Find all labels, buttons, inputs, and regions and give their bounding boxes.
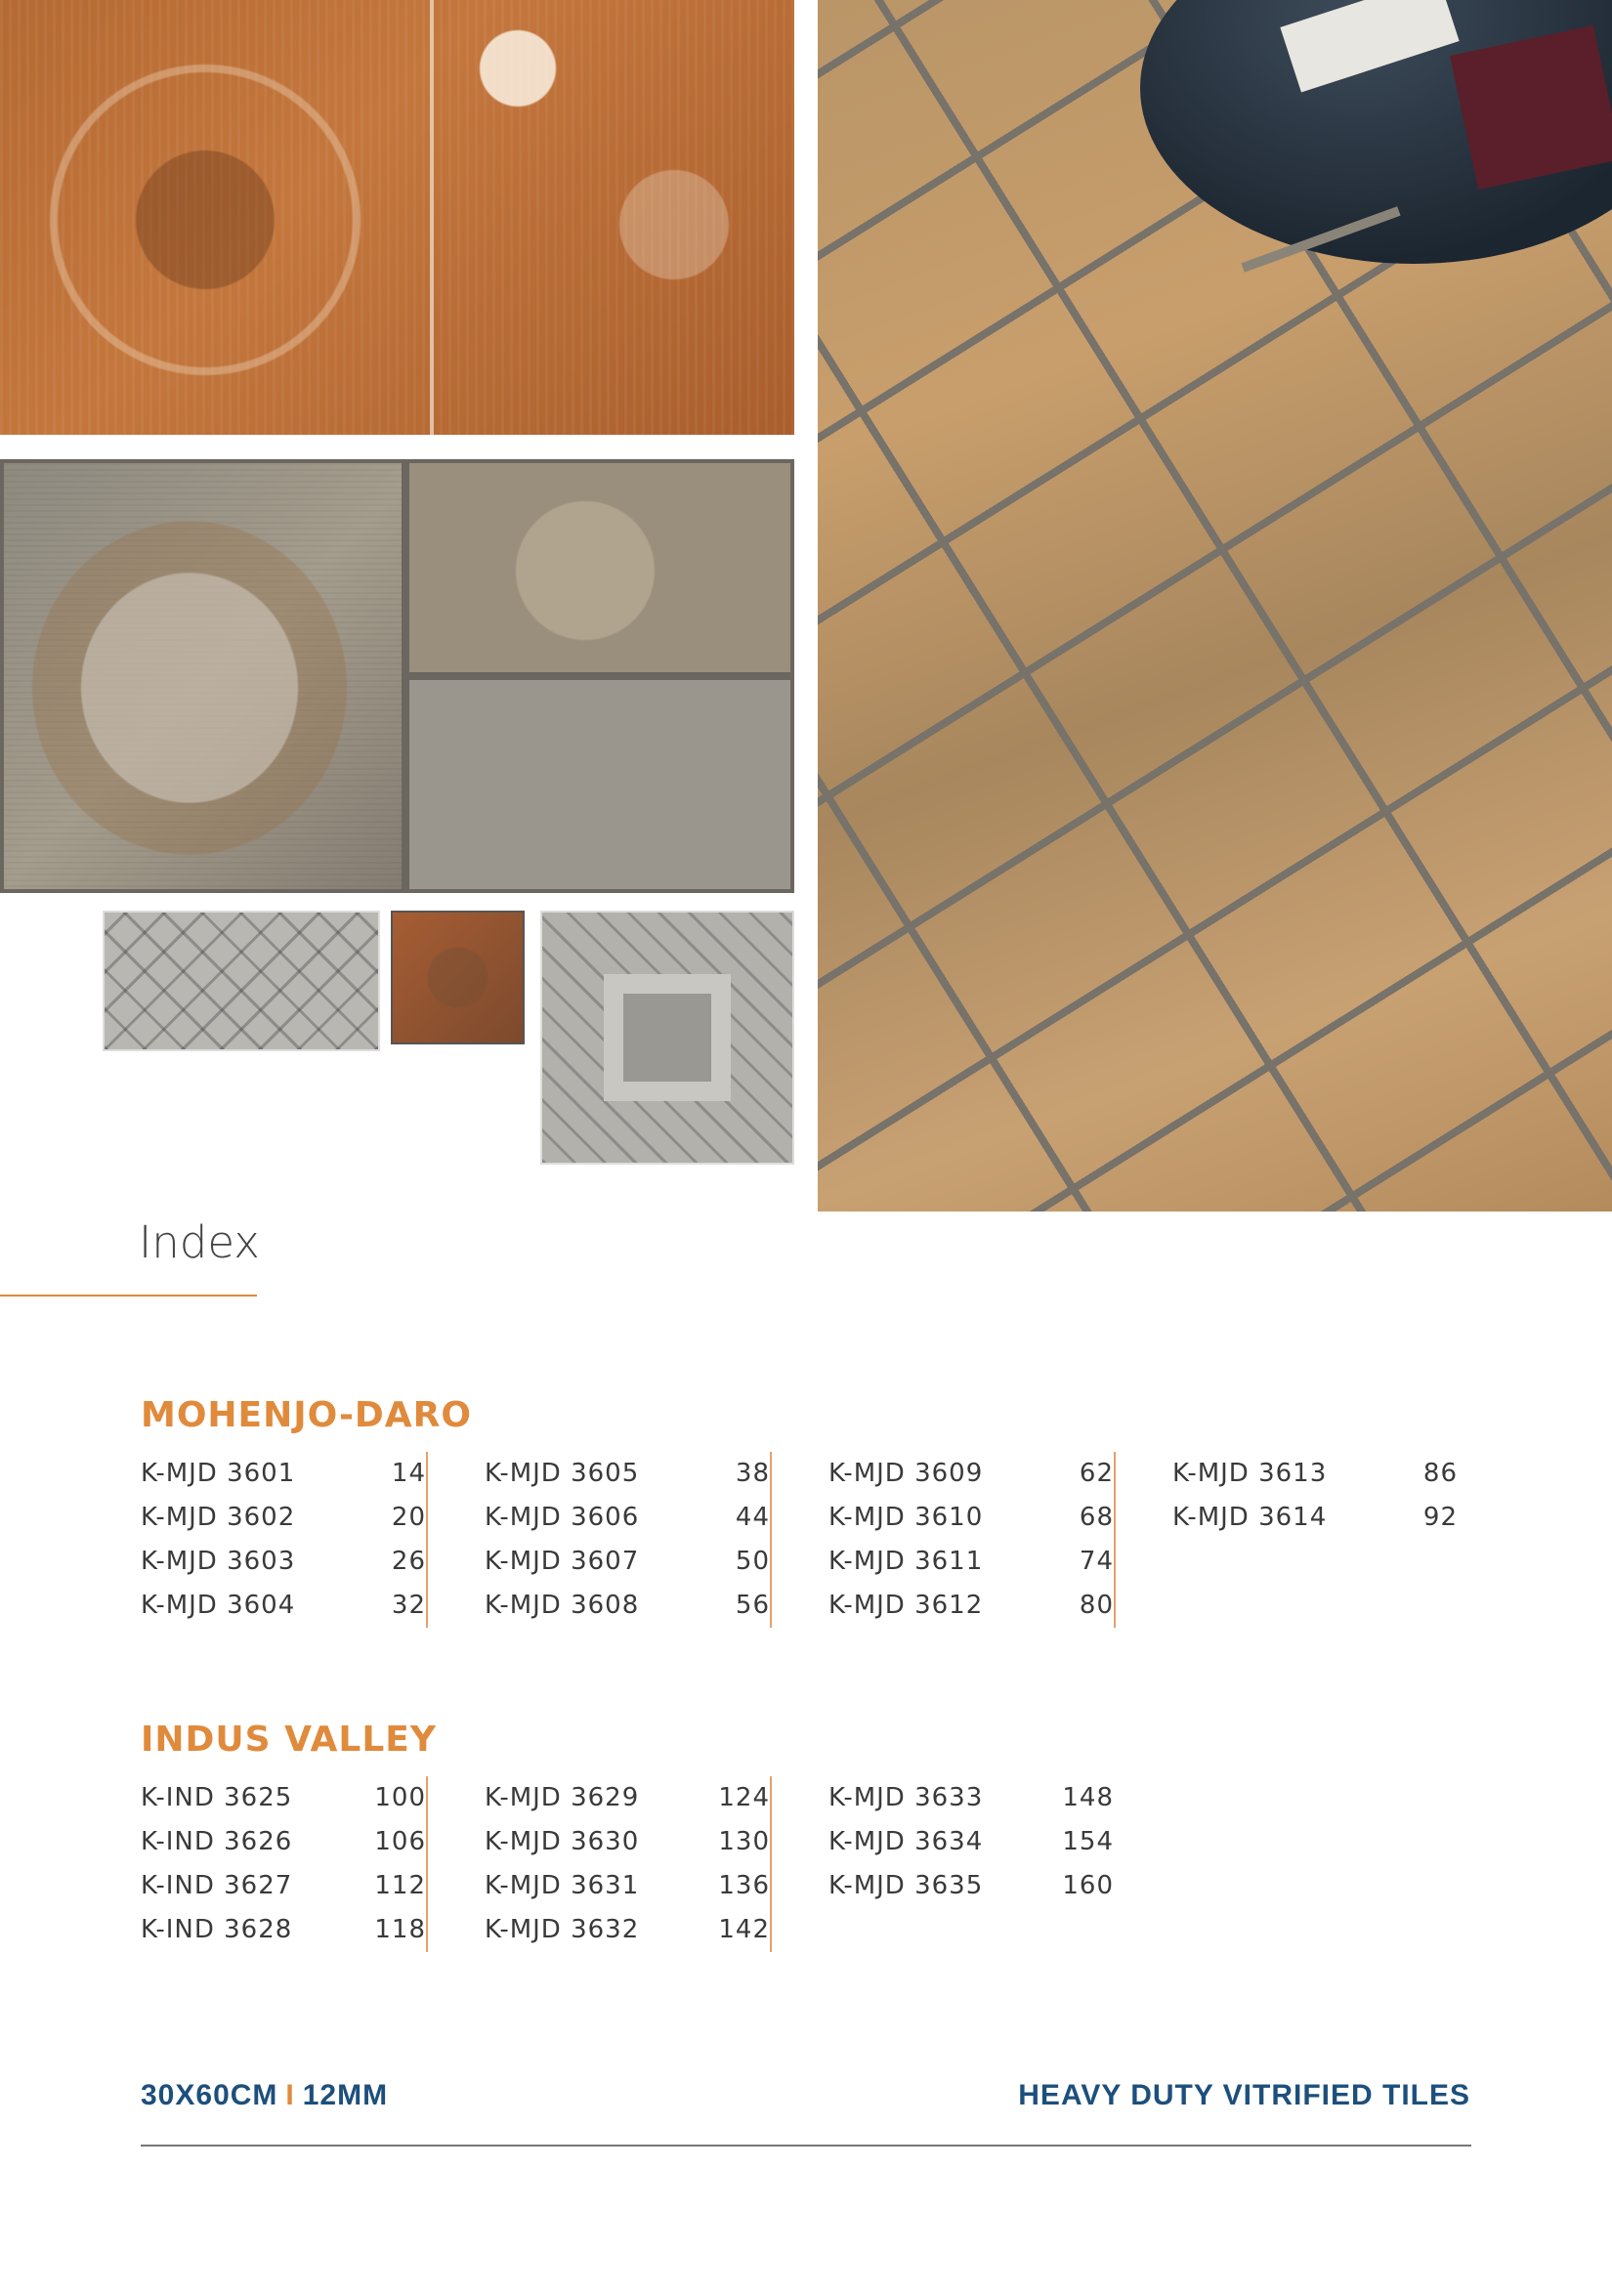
page-number: 160 — [1062, 1871, 1114, 1900]
room-floor-photo — [818, 0, 1612, 1212]
tile-code: K-MJD 3629 — [485, 1783, 640, 1812]
page-number: 124 — [718, 1783, 770, 1812]
tile-code: K-MJD 3632 — [485, 1915, 640, 1944]
index-entry — [141, 1452, 426, 1496]
grey-tile-photo — [0, 459, 794, 893]
page-number: 14 — [391, 1459, 426, 1488]
index-entry — [141, 1776, 426, 1820]
patterned-tile — [0, 459, 405, 893]
page-number: 68 — [1079, 1503, 1114, 1532]
index-entry — [828, 1864, 1114, 1908]
index-entry — [141, 1496, 426, 1540]
page-number: 148 — [1062, 1783, 1114, 1812]
tile-code: K-MJD 3609 — [828, 1459, 984, 1488]
page-number: 100 — [374, 1783, 426, 1812]
page-number: 44 — [735, 1503, 770, 1532]
index-entry — [485, 1820, 770, 1864]
page-number: 136 — [718, 1871, 770, 1900]
tile-code: K-IND 3628 — [141, 1915, 293, 1944]
magazine — [1450, 25, 1612, 190]
page-number: 92 — [1422, 1503, 1458, 1532]
index-entry — [141, 1540, 426, 1584]
tile-code: K-IND 3626 — [141, 1827, 293, 1856]
tile-code: K-MJD 3610 — [828, 1503, 984, 1532]
index-entry — [828, 1584, 1114, 1628]
tile-code: K-MJD 3634 — [828, 1827, 984, 1856]
section-title: INDUS VALLEY — [141, 1720, 437, 1760]
index-entry — [1172, 1452, 1458, 1496]
index-entry — [485, 1776, 770, 1820]
tile-code: K-MJD 3601 — [141, 1459, 296, 1488]
index-title: Index — [139, 1216, 260, 1268]
patterned-tile — [405, 459, 794, 676]
tile-code: K-MJD 3612 — [828, 1591, 984, 1620]
page-number: 56 — [735, 1591, 770, 1620]
index-entry — [485, 1908, 770, 1952]
footer-separator: I — [285, 2079, 295, 2111]
tile-code: K-MJD 3614 — [1172, 1503, 1328, 1532]
index-column — [141, 1776, 428, 1952]
index-entry — [141, 1864, 426, 1908]
tile-code: K-MJD 3633 — [828, 1783, 984, 1812]
footer-specs — [141, 2079, 388, 2112]
page-number: 32 — [391, 1591, 426, 1620]
page-number: 106 — [374, 1827, 426, 1856]
index-entry — [141, 1820, 426, 1864]
page-number: 38 — [735, 1459, 770, 1488]
index-entry — [141, 1584, 426, 1628]
index-entry — [485, 1496, 770, 1540]
section-title: MOHENJO-DARO — [141, 1395, 472, 1435]
tile-swatch-grey-diamond — [103, 911, 380, 1051]
page-number: 86 — [1422, 1459, 1458, 1488]
tile-code: K-MJD 3613 — [1172, 1459, 1328, 1488]
index-entry — [141, 1908, 426, 1952]
tile-code: K-MJD 3607 — [485, 1547, 640, 1576]
tile-code: K-MJD 3611 — [828, 1547, 984, 1576]
index-entry — [828, 1820, 1114, 1864]
tile-swatch-rust — [391, 911, 525, 1044]
index-entry — [1172, 1496, 1458, 1540]
tile-code: K-MJD 3608 — [485, 1591, 640, 1620]
tile-code: K-MJD 3602 — [141, 1503, 296, 1532]
tile-size: 30X60CM — [141, 2079, 278, 2111]
index-column — [828, 1452, 1116, 1628]
tile-seam — [430, 0, 434, 435]
footer-rule — [141, 2145, 1471, 2147]
index-entry — [485, 1540, 770, 1584]
tile-code: K-MJD 3635 — [828, 1871, 984, 1900]
tile-code: K-MJD 3631 — [485, 1871, 640, 1900]
plain-tile — [405, 676, 794, 893]
index-entry — [485, 1584, 770, 1628]
page-number: 154 — [1062, 1827, 1114, 1856]
index-entry — [828, 1540, 1114, 1584]
tile-code: K-MJD 3605 — [485, 1459, 640, 1488]
index-underline — [0, 1295, 257, 1297]
product-line: HEAVY DUTY VITRIFIED TILES — [1018, 2079, 1470, 2111]
tile-code: K-MJD 3606 — [485, 1503, 640, 1532]
page-number: 130 — [718, 1827, 770, 1856]
page-number: 112 — [374, 1871, 426, 1900]
tile-code: K-MJD 3604 — [141, 1591, 296, 1620]
index-column — [141, 1452, 428, 1628]
page-number: 50 — [735, 1547, 770, 1576]
index-column — [828, 1776, 1114, 1908]
index-entry — [828, 1496, 1114, 1540]
page-number: 26 — [391, 1547, 426, 1576]
tile-code: K-MJD 3630 — [485, 1827, 640, 1856]
index-entry — [485, 1864, 770, 1908]
tile-code: K-MJD 3603 — [141, 1547, 296, 1576]
tile-swatch-grey-square — [540, 911, 794, 1165]
tile-thickness: 12MM — [302, 2079, 389, 2111]
index-entry — [828, 1776, 1114, 1820]
page-number: 80 — [1079, 1591, 1114, 1620]
index-column — [1172, 1452, 1458, 1540]
index-column — [485, 1776, 772, 1952]
page-number: 20 — [391, 1503, 426, 1532]
page-number: 142 — [718, 1915, 770, 1944]
terracotta-tile-photo — [0, 0, 794, 435]
index-entry — [828, 1452, 1114, 1496]
tile-code: K-IND 3625 — [141, 1783, 293, 1812]
tile-code: K-IND 3627 — [141, 1871, 293, 1900]
page-number: 74 — [1079, 1547, 1114, 1576]
index-entry — [485, 1452, 770, 1496]
index-column — [485, 1452, 772, 1628]
page-number: 118 — [374, 1915, 426, 1944]
page-number: 62 — [1079, 1459, 1114, 1488]
